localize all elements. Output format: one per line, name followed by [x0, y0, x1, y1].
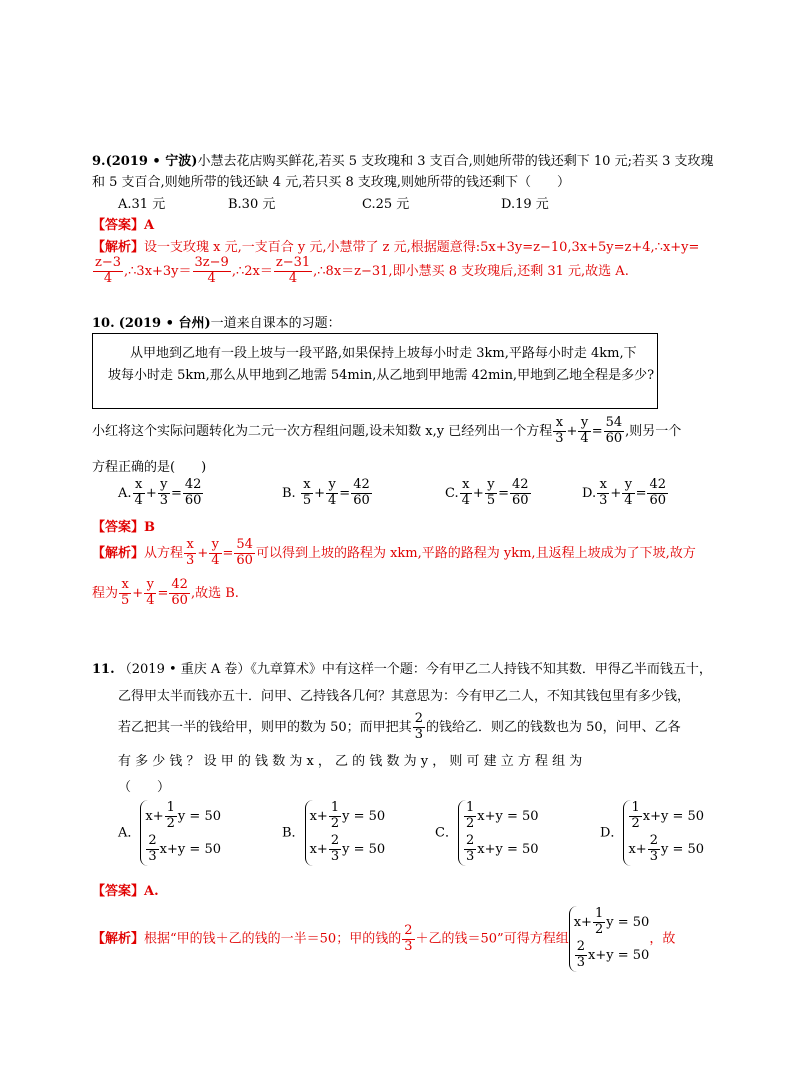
q9-option-c: C.25 元 [362, 197, 410, 212]
q10-option-b: B. $\frac{x}{5}$ + $\frac{y}{4}$ = $\frac{42}{60}$ [282, 477, 370, 508]
q11-answer-label: 【答案】 [92, 884, 145, 899]
q9-analysis-text-4: ,∴8x＝z−31,即小慧买 8 支玫瑰后,还剩 31 元,故选 A. [313, 263, 629, 279]
q11-option-a: A． x+ $\frac{1}{2}$ y = 50 $\frac{2}{3}$ x+y = 50 [118, 800, 221, 864]
q9-analysis-2 [92, 256, 629, 287]
q11-option-b: B． x+ $\frac{1}{2}$ y = 50 x+ $\frac{2}{3}$ y = 50 [282, 800, 386, 864]
q10-source: (2019 • 台州) [118, 316, 211, 331]
q9-analysis-1 [92, 236, 699, 255]
q9-fraction-3: $\frac{z-31}{4}$ [275, 255, 311, 286]
q10-answer-label: 【答案】 [92, 520, 145, 535]
q11-option-c: C． $\frac{1}{2}$ x+y = 50 $\frac{2}{3}$ x+y = 50 [435, 800, 539, 864]
q10-box-line-2: 坡每小时走 5km,那么从甲地到乙地需 54min,从乙地到甲地需 42min,甲地到乙地全程是多少? [108, 368, 655, 383]
q9-analysis-text-1: 设一支玫瑰 x 元,一支百合 y 元,小慧带了 z 元,根据题意得:5x+3y=z−10,3x+5y=z+4,∴x+y= [144, 240, 700, 255]
q9-fraction-2: $\frac{3z-9}{4}$ [194, 255, 229, 286]
q11-option-d: D． $\frac{1}{2}$ x+y = 50 x+ $\frac{2}{3}$ y = 50 [600, 800, 705, 864]
q11-number: 11. [92, 662, 115, 677]
q10-number: 10. [92, 316, 115, 331]
q11-line1 [92, 658, 712, 677]
q10-option-c: C. $\frac{x}{4}$ + $\frac{y}{5}$ = $\frac{42}{60}$ [445, 477, 529, 508]
q10-stem-2: 方程正确的是( ) [92, 460, 207, 475]
q10-option-a: A. $\frac{x}{4}$ + $\frac{y}{3}$ = $\frac{42}{60}$ [118, 477, 202, 508]
q10-given-x: $\frac{x}{3}$ [555, 415, 564, 446]
q10-given-y: $\frac{y}{4}$ [580, 415, 589, 446]
q10-intro: 一道来自课本的习题： [210, 316, 341, 331]
q9-stem-1: 小慧去花店购买鲜花,若买 5 支玫瑰和 3 支百合,则她所带的钱还剩下 10 元;若买 3 支玫瑰 [197, 154, 714, 169]
q10-analysis-text: 可以得到上坡的路程为 xkm,平路的路程为 ykm,且返程上坡成为了下坡,故方 [255, 545, 696, 561]
q10-stem-text: 小红将这个实际问题转化为二元一次方程组问题,设未知数 x,y 已经列出一个方程 [92, 423, 553, 439]
q9-answer-label: 【答案】 [92, 218, 145, 233]
q11-stem-3: 若乙把其一半的钱给甲，则甲的数为 50；而甲把其 $\frac{2}{3}$ 的钱给乙．则乙的钱数也为 50，问甲、乙各 [118, 711, 681, 742]
q11-stem-1: （2019 • 重庆 A 卷）《九章算术》中有这样一个题：今有甲乙二人持钱不知其数．甲得乙半而钱五十， [118, 662, 712, 677]
q9-source: (2019 • 宁波) [105, 154, 198, 169]
q9-option-a: A.31 元 [118, 197, 166, 212]
q9-analysis-text-2: ,∴3x+3y＝ [124, 263, 192, 279]
q11-stem-5: （ ） [118, 780, 171, 795]
q10-answer-value: B [144, 520, 156, 535]
q10-analysis-2: 程为 $\frac{x}{5}$ + $\frac{y}{4}$ = $\frac{42}{60}$ ,故选 B. [92, 577, 239, 608]
q11-analysis: 【解析】根据“甲的钱＋乙的钱的一半＝50；甲的钱的 $\frac{2}{3}$ ＋乙的钱＝50”可得方程组 x+ $\frac{1}{2}$ y = 50 $\frac{2}{3}$ x+y = 50 ，故 [92, 906, 676, 970]
q10-box-line-1: 从甲地到乙地有一段上坡与一段平路,如果保持上坡每小时走 3km,平路每小时走 4km,下 [130, 346, 637, 361]
q9-fraction-1: $\frac{z-3}{4}$ [95, 255, 122, 286]
q9-line1 [92, 150, 714, 169]
q10-answer [92, 516, 155, 535]
q10-option-d: D. $\frac{x}{3}$ + $\frac{y}{4}$ = $\frac{42}{60}$ [582, 477, 667, 508]
q9-option-b: B.30 元 [228, 197, 276, 212]
q9-analysis-text-3: ,∴2x＝ [231, 263, 273, 279]
q10-analysis-label: 【解析】 [92, 545, 145, 561]
q9-stem-2: 和 5 支百合,则她所带的钱还缺 4 元,若只买 8 支玫瑰,则她所带的钱还剩下（ ） [92, 175, 571, 190]
q10-given-rhs: $\frac{54}{60}$ [605, 415, 623, 446]
q11-stem-4: 有 多 少 钱 ？ 设 甲 的 钱 数 为 x ， 乙 的 钱 数 为 y ， 则 可 建 立 方 程 组 为 [118, 754, 583, 769]
q9-option-d: D.19 元 [501, 197, 549, 212]
q10-analysis-1: 【解析】从方程 $\frac{x}{3}$ + $\frac{y}{4}$ = $\frac{54}{60}$ 可以得到上坡的路程为 xkm,平路的路程为 ykm,且返程上坡成为了下坡,故方 [92, 537, 696, 568]
q10-stem-1: 小红将这个实际问题转化为二元一次方程组问题,设未知数 x,y 已经列出一个方程 $\frac{x}{3}$ + $\frac{y}{4}$ = $\frac{54}{60}$ ,则另一个 [92, 415, 682, 446]
q11-answer [92, 880, 159, 899]
q10-heading [92, 312, 341, 331]
q9-answer-value: A [144, 218, 155, 233]
q11-stem-2: 乙得甲太半而钱亦五十．问甲、乙持钱各几何？其意思为：今有甲乙二人，不知其钱包里有多少钱， [118, 689, 691, 704]
q10-stem-text-end: ,则另一个 [625, 423, 682, 439]
q9-answer [92, 214, 154, 233]
q11-answer-value: A. [144, 884, 159, 899]
q11-analysis-label: 【解析】 [92, 931, 145, 947]
q9-analysis-label: 【解析】 [92, 240, 145, 255]
q9-number: 9. [92, 154, 106, 169]
